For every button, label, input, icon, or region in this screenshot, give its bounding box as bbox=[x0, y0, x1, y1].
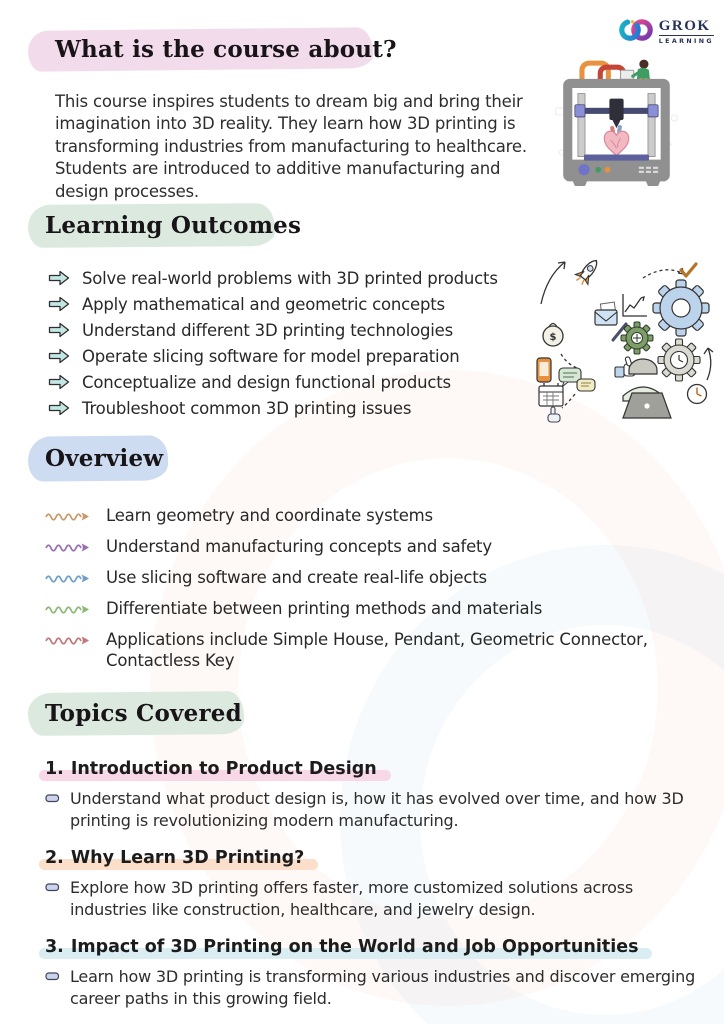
topics-heading-wrap bbox=[45, 700, 242, 727]
overview-item bbox=[45, 629, 685, 671]
topic-1-title bbox=[45, 759, 377, 779]
arrow-right-icon bbox=[48, 322, 70, 338]
about-section-title bbox=[55, 36, 397, 63]
outcome-text: Operate slicing software for model preparation bbox=[82, 346, 460, 366]
overview-text: Understand manufacturing concepts and safety bbox=[106, 537, 492, 556]
outcome-item bbox=[48, 317, 498, 343]
outcome-item bbox=[48, 343, 498, 369]
squiggle-arrow-icon bbox=[45, 633, 91, 645]
topics-title: Topics Covered bbox=[45, 700, 242, 727]
squiggle-arrow-icon bbox=[45, 571, 91, 583]
outcome-text: Conceptualize and design functional products bbox=[82, 372, 451, 392]
outcomes-list bbox=[48, 265, 498, 421]
topic-2-title bbox=[45, 848, 304, 868]
overview-text: Differentiate between printing methods and materials bbox=[106, 599, 543, 618]
outcome-text: Solve real-world problems with 3D printed products bbox=[82, 268, 498, 288]
outcome-text: Understand different 3D printing technologies bbox=[82, 320, 454, 340]
topic-1-description bbox=[45, 788, 705, 831]
outcome-text: Apply mathematical and geometric concepts bbox=[82, 294, 445, 314]
overview-list bbox=[45, 505, 685, 671]
card-bullet-icon bbox=[45, 972, 60, 981]
topic-desc-text: Explore how 3D printing offers faster, more customized solutions across industries like construction, healthcare, and jewelry design. bbox=[70, 878, 634, 919]
topic-number: 3. bbox=[45, 937, 64, 957]
overview-text: Use slicing software and create real-life objects bbox=[106, 568, 487, 587]
topic-title-text: Introduction to Product Design bbox=[70, 759, 377, 779]
card-bullet-icon bbox=[45, 794, 60, 803]
topic-item bbox=[45, 937, 705, 1009]
topics-list bbox=[45, 759, 705, 1009]
outcome-item bbox=[48, 265, 498, 291]
topic-number: 2. bbox=[45, 848, 64, 868]
outcome-item bbox=[48, 369, 498, 395]
overview-item bbox=[45, 598, 685, 619]
topic-3-description bbox=[45, 966, 705, 1009]
topic-desc-text: Learn how 3D printing is transforming various industries and discover emerging career paths in this growing field. bbox=[70, 967, 696, 1008]
logo-brand-text: GROK bbox=[659, 19, 714, 36]
arrow-right-icon bbox=[48, 270, 70, 286]
topic-title-text: Impact of 3D Printing on the World and Job Opportunities bbox=[70, 937, 639, 957]
card-bullet-icon bbox=[45, 883, 60, 892]
overview-heading-wrap bbox=[45, 445, 163, 472]
grok-logo-icon bbox=[618, 16, 654, 44]
squiggle-arrow-icon bbox=[45, 509, 91, 521]
logo-sub-text: LEARNING bbox=[658, 38, 714, 45]
outcome-item bbox=[48, 291, 498, 317]
grok-learning-logo bbox=[618, 16, 714, 45]
about-body-text: This course inspires students to dream big and bring their imagination into 3D reality. They learn how 3D printing is transforming industries from manufacturing to healthcare. Students are introduced to additive manufacturing and design processes. bbox=[55, 91, 527, 201]
skills-doodle-illustration bbox=[531, 246, 717, 424]
topic-title-text: Why Learn 3D Printing? bbox=[70, 848, 305, 868]
topics-covered-section bbox=[45, 700, 705, 1024]
overview-section bbox=[45, 445, 685, 681]
learning-outcomes-section bbox=[45, 212, 498, 421]
arrow-right-icon bbox=[48, 296, 70, 312]
arrow-right-icon bbox=[48, 374, 70, 390]
overview-item bbox=[45, 567, 685, 588]
arrow-right-icon bbox=[48, 400, 70, 416]
overview-text: Learn geometry and coordinate systems bbox=[106, 506, 433, 525]
topic-3-title bbox=[45, 937, 638, 957]
3d-printer-illustration bbox=[553, 55, 681, 187]
topic-desc-text: Understand what product design is, how it has evolved over time, and how 3D printing is revolutionizing modern manufacturing. bbox=[70, 789, 684, 830]
outcome-item bbox=[48, 395, 498, 421]
squiggle-arrow-icon bbox=[45, 602, 91, 614]
outcomes-title: Learning Outcomes bbox=[45, 212, 302, 239]
outcome-text: Troubleshoot common 3D printing issues bbox=[82, 398, 412, 418]
squiggle-arrow-icon bbox=[45, 540, 91, 552]
svg-text:$: $ bbox=[549, 332, 557, 343]
overview-item bbox=[45, 536, 685, 557]
outcomes-heading-wrap bbox=[45, 212, 301, 239]
topic-item bbox=[45, 759, 705, 831]
overview-title: Overview bbox=[45, 445, 164, 472]
topic-2-description bbox=[45, 877, 705, 920]
topic-number: 1. bbox=[45, 759, 64, 779]
topic-item bbox=[45, 848, 705, 920]
page-title: What is the course about? bbox=[55, 36, 397, 63]
overview-item bbox=[45, 505, 685, 526]
arrow-right-icon bbox=[48, 348, 70, 364]
overview-text: Applications include Simple House, Pendant, Geometric Connector, Contactless Key bbox=[106, 630, 648, 670]
